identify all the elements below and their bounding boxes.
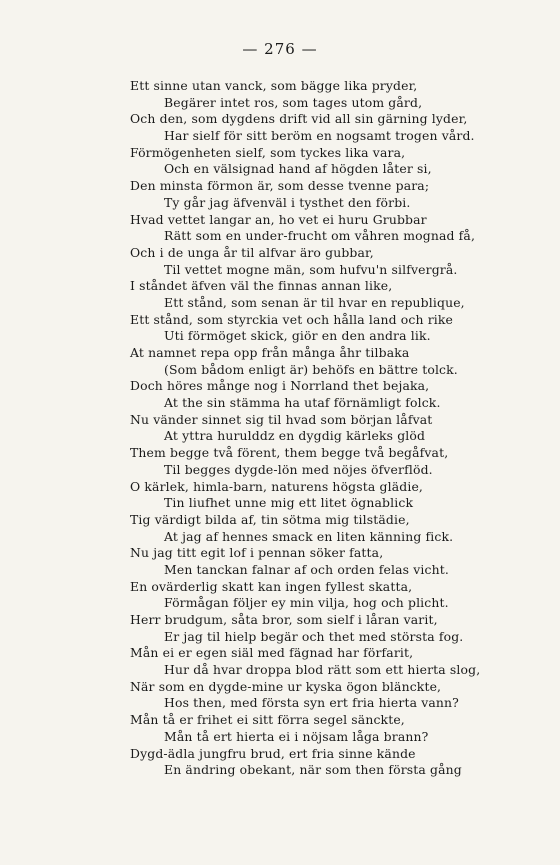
poem-line: Mån tå ert hierta ei i nöjsam låga brann? xyxy=(164,728,429,744)
poem-line: Hos then, med första syn ert fria hierta vann? xyxy=(164,695,459,711)
poem-line: I ståndet äfven väl the finnas annan like, xyxy=(130,278,393,294)
poem-line: Ett stånd, som senan är til hvar en republique, xyxy=(164,294,465,310)
poem-line: Tig värdigt bilda af, tin sötma mig tilstädie, xyxy=(130,511,410,527)
page-number: — 276 — xyxy=(242,40,318,58)
poem-line: O kärlek, himla-barn, naturens högsta glädie, xyxy=(130,478,424,494)
poem-line: Förmågan följer ey min vilja, hog och plicht. xyxy=(164,595,449,611)
poem-line: Mån tå er frihet ei sitt förra segel sänckte, xyxy=(130,712,405,728)
poem-line: Nu jag titt egit lof i pennan söker fatta, xyxy=(130,545,384,561)
poem-line: Uti förmöget skick, giör en den andra lik. xyxy=(164,328,431,344)
poem-text xyxy=(130,78,540,779)
poem-line: Ty går jag äfvenväl i tysthet den förbi. xyxy=(164,194,411,210)
poem-line: Den minsta förmon är, som desse tvenne para; xyxy=(130,178,430,194)
poem-line: At jag af hennes smack en liten känning fick. xyxy=(164,528,454,544)
poem-line: At yttra hurulddz en dygdig kärleks glöd xyxy=(164,428,426,444)
poem-line: Doch höres månge nog i Norrland thet bejaka, xyxy=(130,378,430,394)
poem-line: Har sielf för sitt beröm en nogsamt trogen vård. xyxy=(164,128,475,144)
poem-line: Dygd-ädla jungfru brud, ert fria sinne kände xyxy=(130,745,416,761)
poem-line: Herr brudgum, såta bror, som sielf i låran varit, xyxy=(130,612,438,627)
poem-line: Förmögenheten sielf, som tyckes lika vara, xyxy=(130,144,406,160)
poem-line: Men tanckan falnar af och orden felas vicht. xyxy=(164,561,449,577)
poem-line: En ovärderlig skatt kan ingen fyllest skatta, xyxy=(130,578,413,594)
poem-line: Och en välsignad hand af högden låter si, xyxy=(164,161,432,177)
poem-line: Och den, som dygdens drift vid all sin gärning lyder, xyxy=(130,111,468,127)
poem-line: Hur då hvar droppa blod rätt som ett hierta slog, xyxy=(164,662,481,678)
poem-line: Til vettet mogne män, som hufvu'n silfvergrå. xyxy=(164,261,458,277)
poem-line: Rätt som en under-frucht om våhren mognad få, xyxy=(164,228,476,244)
poem-line: Til begges dygde-lön med nöjes öfverflöd. xyxy=(164,461,433,477)
poem-line: Ett stånd, som styrckia vet och hålla land och rike xyxy=(130,311,454,327)
poem-line: Ett sinne utan vanck, som bägge lika pryder, xyxy=(130,78,418,93)
poem-line: En ändring obekant, när som then första gång xyxy=(164,762,462,778)
poem-line: Nu vänder sinnet sig til hvad som början låfvat xyxy=(130,411,433,427)
poem-line: Them begge två förent, them begge två begåfvat, xyxy=(130,445,449,461)
poem-line: Begärer intet ros, som tages utom gård, xyxy=(164,94,423,110)
poem-line: At namnet repa opp från många åhr tilbaka xyxy=(130,345,410,360)
poem-line: Mån ei er egen siäl med fägnad har förfarit, xyxy=(130,645,414,661)
poem-line: Tin liufhet unne mig ett litet ögnablick xyxy=(164,495,414,511)
poem-line: At the sin stämma ha utaf förnämligt folck. xyxy=(164,395,441,411)
poem-line: Er jag til hielp begär och thet med största fog. xyxy=(164,628,464,644)
poem-line: (Som bådom enligt är) behöfs en bättre tolck. xyxy=(164,361,458,377)
poem-line: Och i de unga år til alfvar äro gubbar, xyxy=(130,244,374,260)
poem-line: När som en dygde-mine ur kyska ögon blänckte, xyxy=(130,678,442,694)
poem-line: Hvad vettet langar an, ho vet ei huru Grubbar xyxy=(130,211,427,227)
